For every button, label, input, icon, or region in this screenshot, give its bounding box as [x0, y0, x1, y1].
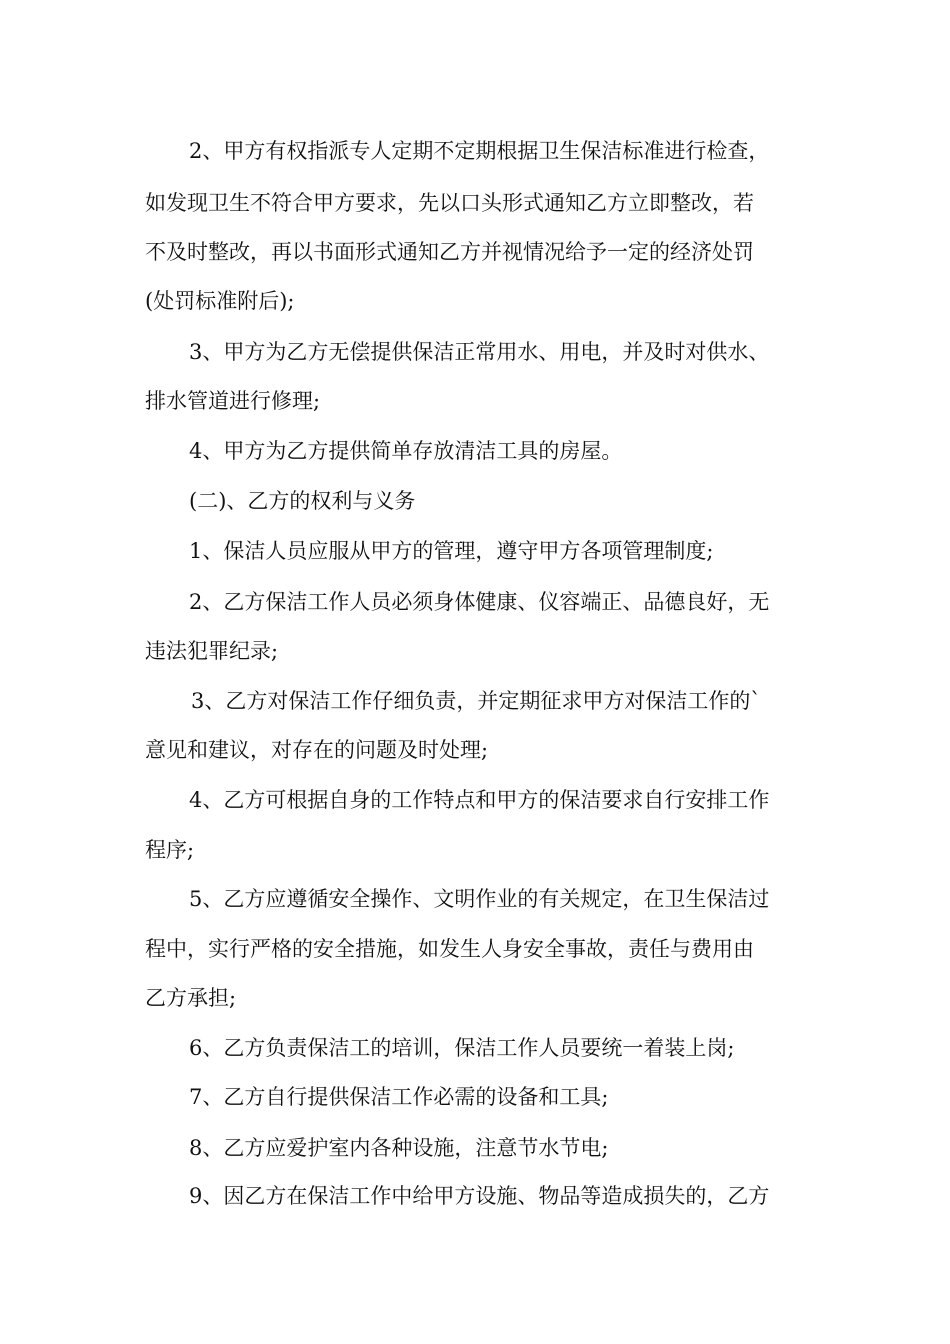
text-line: 8、乙方应爱护室内各种设施，注意节水节电;: [189, 1136, 609, 1160]
text-line: 3、甲方为乙方无偿提供保洁正常用水、用电，并及时对供水、: [189, 340, 770, 364]
text-line: 7、乙方自行提供保洁工作必需的设备和工具;: [189, 1085, 609, 1109]
text-line: 4、乙方可根据自身的工作特点和甲方的保洁要求自行安排工作: [189, 788, 770, 812]
text-line: 违法犯罪纪录;: [145, 639, 279, 663]
text-line: 程中，实行严格的安全措施，如发生人身安全事故，责任与费用由: [145, 937, 754, 961]
section-heading: (二)、乙方的权利与义务: [189, 489, 416, 513]
text-line: 程序;: [145, 838, 195, 862]
text-line: 意见和建议，对存在的问题及时处理;: [145, 738, 489, 762]
text-line: 2、甲方有权指派专人定期不定期根据卫生保洁标准进行检查，: [189, 139, 770, 163]
text-line: 1、保洁人员应服从甲方的管理，遵守甲方各项管理制度;: [189, 539, 714, 563]
text-line: 乙方承担;: [145, 986, 237, 1010]
text-line: 3、乙方对保洁工作仔细负责，并定期征求甲方对保洁工作的`: [191, 689, 761, 713]
text-line: 4、甲方为乙方提供简单存放清洁工具的房屋。: [189, 439, 623, 463]
text-line: 2、乙方保洁工作人员必须身体健康、仪容端正、品德良好，无: [189, 590, 770, 614]
text-line: (处罚标准附后);: [145, 289, 295, 313]
text-line: 排水管道进行修理;: [145, 389, 321, 413]
text-line: 不及时整改，再以书面形式通知乙方并视情况给予一定的经济处罚: [145, 240, 754, 264]
text-line: 如发现卫生不符合甲方要求，先以口头形式通知乙方立即整改，若: [145, 191, 754, 215]
text-line: 5、乙方应遵循安全操作、文明作业的有关规定，在卫生保洁过: [189, 887, 770, 911]
text-line: 6、乙方负责保洁工的培训，保洁工作人员要统一着装上岗;: [189, 1036, 735, 1060]
text-line: 9、因乙方在保洁工作中给甲方设施、物品等造成损失的，乙方: [189, 1184, 770, 1208]
